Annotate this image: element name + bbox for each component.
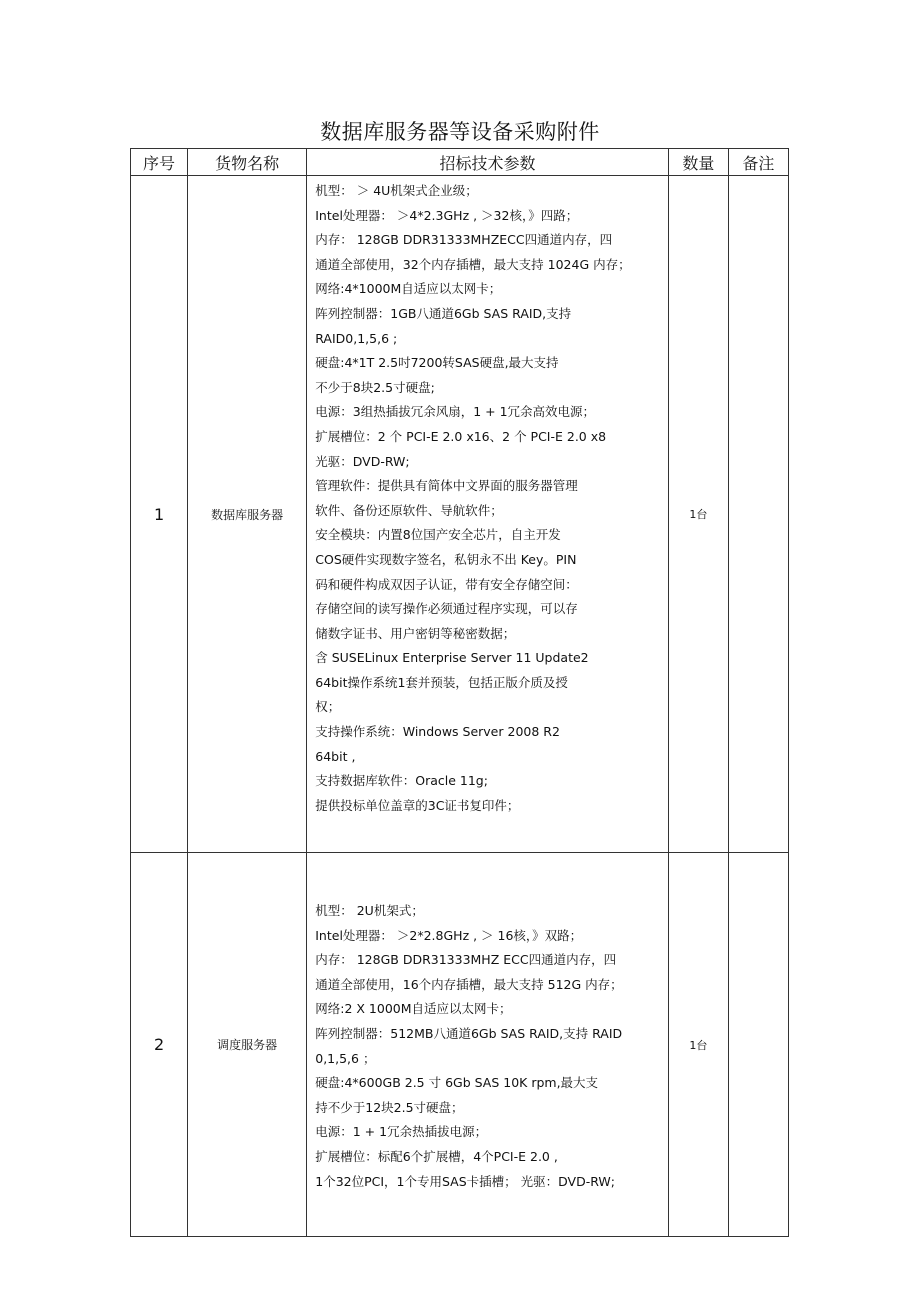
spec-line: 硬盘:4*1T 2.5吋7200转SAS硬盘,最大支持 bbox=[315, 355, 559, 371]
spec-line: 扩展槽位：标配6个扩展槽，4个PCI-E 2.0 , bbox=[315, 1148, 558, 1164]
header-remark: 备注 bbox=[728, 149, 788, 176]
spec-line: 权； bbox=[315, 699, 341, 715]
row-tech-params bbox=[307, 853, 669, 1237]
spec-line: 支持数据库软件：Oracle 11g; bbox=[315, 773, 488, 789]
spec-line: COS硬件实现数字签名，私钥永不出 Key。PIN bbox=[315, 551, 577, 567]
header-serial-number: 序号 bbox=[131, 149, 188, 176]
spec-line: 软件、备份还原软件、导航软件； bbox=[315, 502, 503, 518]
spec-line: Intel处理器： ＞2*2.8GHz , ＞ 16核，》双路； bbox=[315, 927, 583, 943]
spec-line: RAID0,1,5,6 ; bbox=[315, 330, 398, 346]
spec-line: 0,1,5,6 ； bbox=[315, 1050, 376, 1066]
row-tech-params bbox=[307, 176, 669, 853]
spec-line: 储数字证书、用户密钥等秘密数据； bbox=[315, 625, 516, 641]
row-goods-name: 数据库服务器 bbox=[188, 176, 307, 853]
spec-line: 网络:4*1000M自适应以太网卡； bbox=[315, 281, 502, 297]
spec-line: 内存： 128GB DDR31333MHZECC四通道内存，四 bbox=[315, 232, 613, 248]
row-goods-name: 调度服务器 bbox=[188, 853, 307, 1237]
row-quantity: 1台 bbox=[668, 176, 728, 853]
spec-line: 安全模块：内置8位国产安全芯片，自主开发 bbox=[315, 527, 561, 543]
table-row bbox=[131, 853, 789, 1237]
spec-line: 64bit操作系统1套并预装，包括正版介质及授 bbox=[315, 674, 568, 690]
spec-line: 机型： ＞ 4U机架式企业级； bbox=[315, 183, 478, 198]
spec-line: 扩展槽位：2 个 PCI-E 2.0 x16、2 个 PCI-E 2.0 x8 bbox=[315, 428, 607, 444]
header-tech-params: 招标技术参数 bbox=[307, 149, 669, 176]
spec-line: 64bit , bbox=[315, 748, 356, 764]
spec-line: 管理软件：提供具有简体中文界面的服务器管理 bbox=[315, 478, 578, 494]
spec-line: 内存： 128GB DDR31333MHZ ECC四通道内存，四 bbox=[315, 952, 617, 968]
row-quantity: 1台 bbox=[668, 853, 728, 1237]
spec-line: 不少于8块2.5寸硬盘; bbox=[315, 379, 435, 395]
spec-line: Intel处理器： ＞4*2.3GHz , ＞32核，》四路； bbox=[315, 207, 579, 223]
row-serial-number: 2 bbox=[131, 853, 188, 1237]
row-remark bbox=[728, 176, 788, 853]
spec-line: 1个32位PCI，1个专用SAS卡插槽； 光驱：DVD-RW; bbox=[315, 1173, 615, 1189]
spec-line: 电源：1 + 1冗余热插拔电源； bbox=[315, 1124, 488, 1140]
spec-line: 硬盘:4*600GB 2.5 寸 6Gb SAS 10K rpm,最大支 bbox=[315, 1075, 599, 1091]
header-quantity: 数量 bbox=[668, 149, 728, 176]
header-goods-name: 货物名称 bbox=[188, 149, 307, 176]
spec-list bbox=[315, 179, 662, 818]
document-title: 数据库服务器等设备采购附件 bbox=[320, 120, 600, 144]
spec-line: 阵列控制器：1GB八通道6Gb SAS RAID,支持 bbox=[315, 305, 572, 321]
spec-line: 机型： 2U机架式； bbox=[315, 903, 424, 918]
row-serial-number: 1 bbox=[131, 176, 188, 853]
spec-line: 阵列控制器：512MB八通道6Gb SAS RAID,支持 RAID bbox=[315, 1025, 623, 1041]
spec-line: 通道全部使用，16个内存插槽，最大支持 512G 内存； bbox=[315, 976, 623, 992]
spec-line: 支持操作系统：Windows Server 2008 R2 bbox=[315, 724, 560, 740]
spec-list bbox=[315, 899, 662, 1194]
spec-line: 电源：3组热插拔冗余风扇，1 + 1冗余高效电源； bbox=[315, 404, 596, 420]
spec-line: 网络:2 X 1000M自适应以太网卡； bbox=[315, 1001, 512, 1017]
spec-line: 持不少于12块2.5寸硬盘； bbox=[315, 1099, 464, 1115]
table-row bbox=[131, 176, 789, 853]
procurement-table bbox=[130, 148, 789, 1237]
table-header-row bbox=[131, 149, 789, 176]
spec-line: 提供投标单位盖章的3C证书复印件； bbox=[315, 797, 520, 813]
spec-line: 通道全部使用，32个内存插槽，最大支持 1024G 内存； bbox=[315, 256, 631, 272]
row-remark bbox=[728, 853, 788, 1237]
spec-line: 码和硬件构成双因子认证，带有安全存储空间： bbox=[315, 576, 578, 592]
spec-line: 存储空间的读写操作必须通过程序实现，可以存 bbox=[315, 601, 578, 617]
spec-line: 光驱：DVD-RW; bbox=[315, 453, 410, 469]
spec-line: 含 SUSELinux Enterprise Server 11 Update2 bbox=[315, 650, 589, 666]
